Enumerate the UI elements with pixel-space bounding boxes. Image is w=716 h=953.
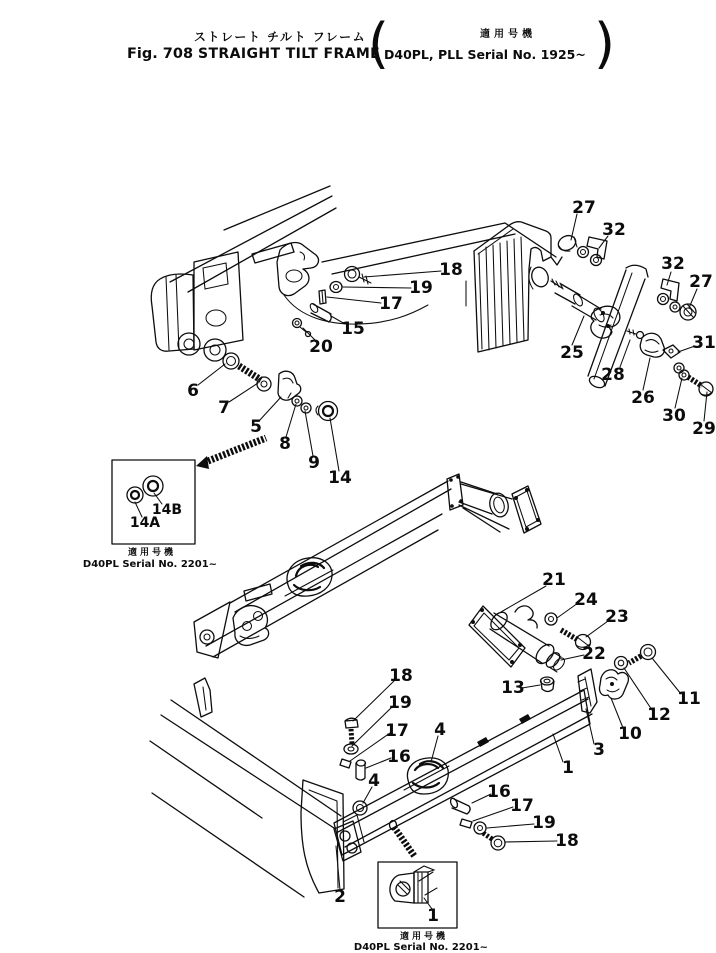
arm-saddle-clamp [285,558,333,596]
grease-fitting-20 [293,319,311,337]
clip-17-right [460,819,472,828]
part-label-24: 24 [574,590,598,610]
part-label-8: 8 [279,434,291,454]
part-label-16: 16 [487,782,511,802]
serial-japanese: 適用号機 [480,29,536,40]
part-label-28: 28 [601,365,625,385]
inset2-caption-en: D40PL Serial No. 2201~ [353,942,489,953]
part-label-4: 4 [368,771,380,791]
part-label-22: 22 [582,644,606,664]
cap-27-left [556,233,578,253]
inset-box-2 [354,862,488,953]
part-label-14: 14 [328,468,352,488]
plug-13 [541,677,555,692]
bolt-11 [629,645,656,664]
part-label-25: 25 [560,343,584,363]
pin-16-right [449,797,470,814]
arm-lower-clamp [233,606,269,646]
leader-lines [135,214,707,909]
part-label-20: 20 [309,337,333,357]
part-label-6: 6 [187,381,199,401]
part-label-15: 15 [341,319,365,339]
part-label-23: 23 [605,607,629,627]
lower-tilt-bar [334,645,656,856]
part-label-31: 31 [692,333,716,353]
part-label-14A: 14A [129,515,161,531]
part-label-19: 19 [388,693,412,713]
ring-8 [292,396,302,406]
ring-9 [301,403,311,413]
part-label-12: 12 [647,705,671,725]
washer-19-left [344,744,358,754]
tilt-rod [196,438,266,469]
trunnion-assembly [469,606,591,692]
title-english: STRAIGHT TILT FRAME [198,46,381,62]
part-label-3: 3 [593,740,605,760]
part-label-9: 9 [308,453,320,473]
lock-wire-21 [515,606,537,628]
part-label-32: 32 [602,220,626,240]
bolt-18-top [345,267,360,282]
part-label-17: 17 [385,721,409,741]
bracket-2 [334,815,364,861]
tilt-shaft-25 [551,279,620,338]
title-block [127,12,615,75]
part-label-21: 21 [542,570,566,590]
serial-english: D40PL, PLL Serial No. 1925~ [384,47,586,62]
part-label-17: 17 [510,796,534,816]
part-label-13: 13 [501,678,525,698]
tilt-screw-lower [390,821,416,858]
grommet-14B [143,476,163,496]
nut-27-right [680,304,696,320]
saddle-26 [640,333,664,357]
bolt-18-left [345,718,358,744]
part-label-30: 30 [662,406,686,426]
part-label-16: 16 [387,747,411,767]
clip-17-left [340,759,351,768]
inset2-caption-jp: 適用号機 [399,932,449,942]
grommet-14A [127,487,143,503]
part-label-32: 32 [661,254,685,274]
clamp-10 [599,670,628,699]
bolt-6 [223,353,239,369]
end-cap-22 [544,650,567,672]
part-label-29: 29 [692,419,716,439]
part-label-7: 7 [218,398,230,418]
lever-31 [663,345,680,358]
part-label-26: 26 [631,388,655,408]
part-label-18: 18 [389,666,413,686]
part-label-2: 2 [334,887,346,907]
part-label-17: 17 [379,294,403,314]
part-label-4: 4 [434,720,446,740]
part-label-11: 11 [677,689,701,709]
paren-close: ) [594,12,616,75]
lock-plate-32-right [661,279,679,301]
bolt-18-right [483,833,505,850]
bolt-29 [688,377,713,396]
tilt-frame-arm [194,474,541,658]
part-label-1: 1 [427,906,439,926]
front-frame-panel [474,222,562,352]
nut-4 [353,801,367,815]
washer-19-top [330,282,342,293]
part-label-14B: 14B [151,502,183,518]
bushing-14 [316,402,338,421]
inset1-caption-en: D40PL Serial No. 2201~ [82,559,218,570]
washer-12 [615,657,628,670]
part-label-1: 1 [562,758,574,778]
part-label-27: 27 [689,272,713,292]
part-label-27: 27 [572,198,596,218]
washer-24 [545,613,557,625]
part-label-10: 10 [618,724,642,744]
washer-30 [674,363,684,373]
title-japanese: ストレート チルト フレーム [193,30,367,44]
pin-16-left [356,760,366,780]
part-label-18: 18 [555,831,579,851]
part-label-18: 18 [439,260,463,280]
washer-7 [257,377,271,391]
part-label-5: 5 [250,417,262,437]
lock-plate-32-left [587,237,607,259]
eye-bracket-1 [390,866,437,903]
inset1-caption-jp: 適用号機 [127,548,177,558]
paren-open: ( [368,12,390,75]
figure-number: Fig. 708 [127,46,194,62]
part-label-19: 19 [409,278,433,298]
part-label-19: 19 [532,813,556,833]
tilt-pivot-parts [551,233,713,396]
